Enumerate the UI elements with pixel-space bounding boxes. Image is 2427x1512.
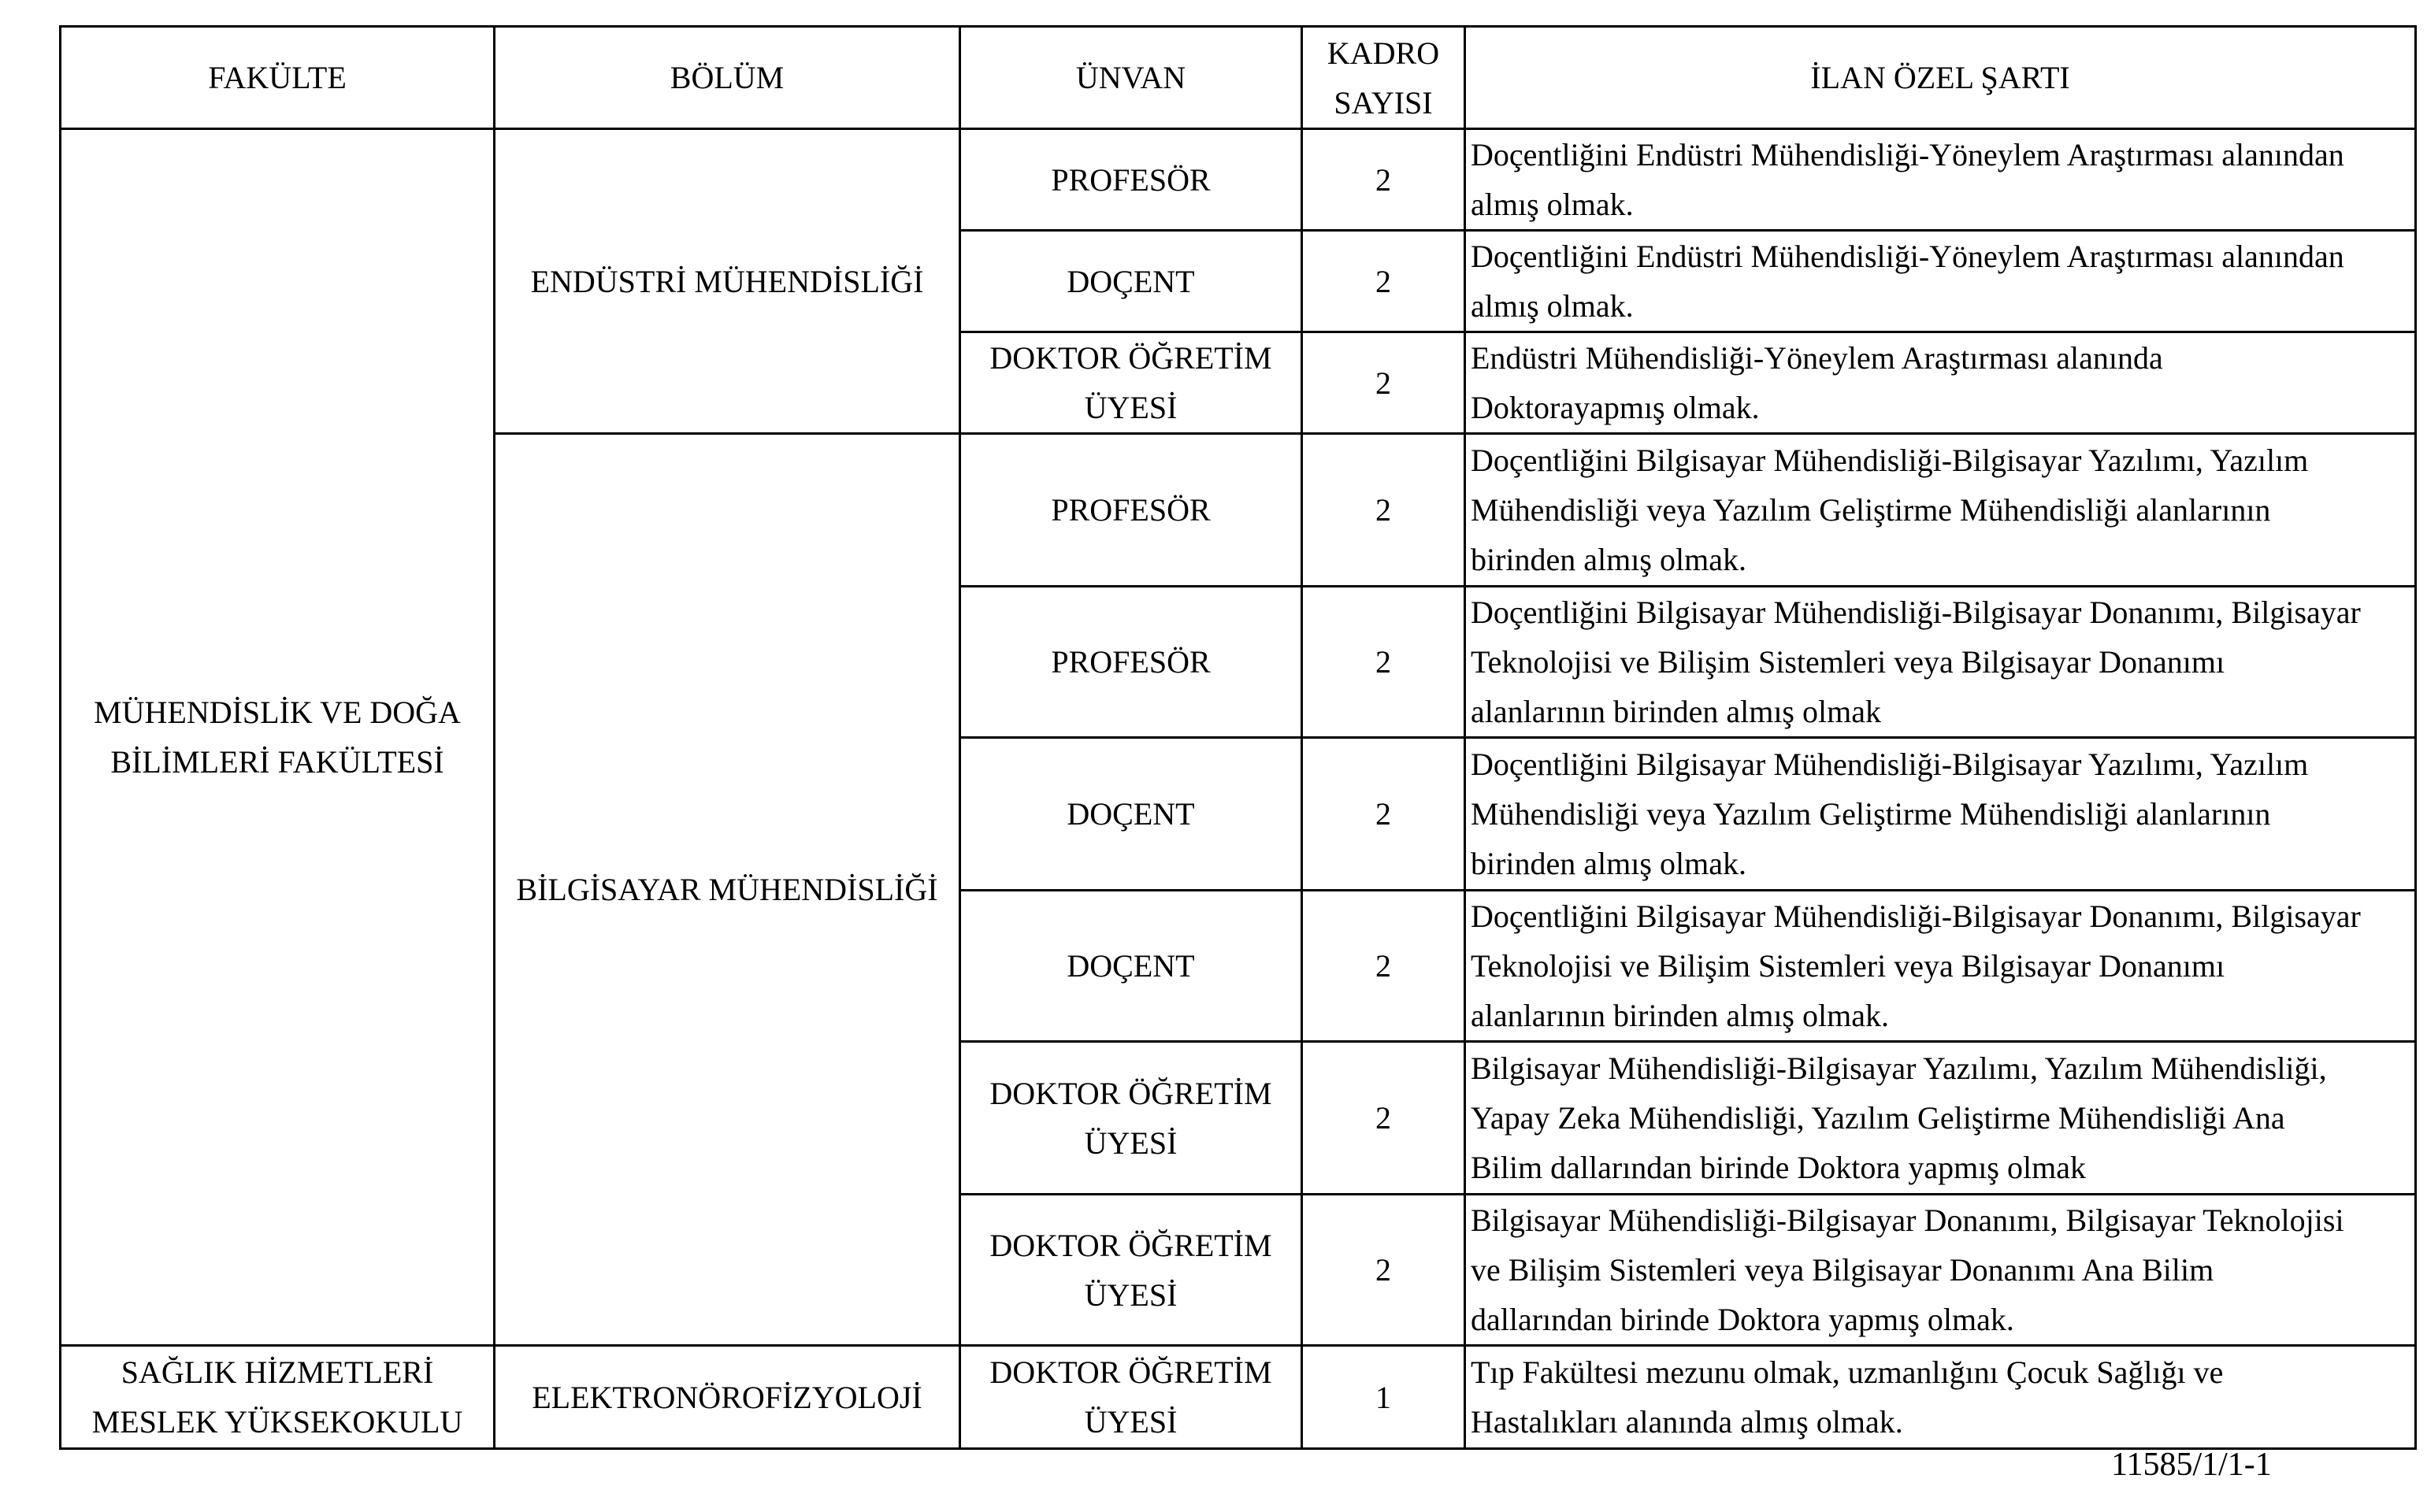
kadro-cell: 1 [1302,1346,1465,1449]
sart-cell: Endüstri Mühendisliği-Yöneylem Araştırması alanında Doktorayapmış olmak. [1465,332,2416,434]
unvan-cell: DOKTOR ÖĞRETİM ÜYESİ [960,1042,1302,1195]
header-bolum: BÖLÜM [495,27,960,129]
faculty-cell: SAĞLIK HİZMETLERİ MESLEK YÜKSEKOKULU [61,1346,495,1449]
document-reference-number: 11585/1/1-1 [2111,1447,2272,1483]
kadro-cell: 2 [1302,738,1465,891]
unvan-cell: DOÇENT [960,231,1302,332]
sart-cell: Bilgisayar Mühendisliği-Bilgisayar Yazılımı, Yazılım Mühendisliği, Yapay Zeka Mühendisliği, Yazılım Geliştirme Mühendisliği Ana Bilim dallarından birinde Doktora yapmış olmak [1465,1042,2416,1195]
kadro-cell: 2 [1302,587,1465,738]
kadro-cell: 2 [1302,1042,1465,1195]
kadro-cell: 2 [1302,129,1465,231]
sart-cell: Bilgisayar Mühendisliği-Bilgisayar Donanımı, Bilgisayar Teknolojisi ve Bilişim Sistemleri veya Bilgisayar Donanımı Ana Bilim dallarından birinde Doktora yapmış olmak. [1465,1195,2416,1346]
sart-cell: Doçentliğini Endüstri Mühendisliği-Yöneylem Araştırması alanından almış olmak. [1465,231,2416,332]
sart-cell: Doçentliğini Bilgisayar Mühendisliği-Bilgisayar Donanımı, Bilgisayar Teknolojisi ve Bilişim Sistemleri veya Bilgisayar Donanımı alanlarının birinden almış olmak [1465,587,2416,738]
table-row [61,129,2416,231]
unvan-cell: PROFESÖR [960,434,1302,587]
unvan-cell: DOKTOR ÖĞRETİM ÜYESİ [960,1346,1302,1449]
sart-cell: Doçentliğini Endüstri Mühendisliği-Yöneylem Araştırması alanından almış olmak. [1465,129,2416,231]
header-fakulte: FAKÜLTE [61,27,495,129]
header-unvan: ÜNVAN [960,27,1302,129]
header-sart: İLAN ÖZEL ŞARTI [1465,27,2416,129]
kadro-cell: 2 [1302,332,1465,434]
unvan-cell: DOÇENT [960,891,1302,1042]
kadro-cell: 2 [1302,434,1465,587]
unvan-cell: DOKTOR ÖĞRETİM ÜYESİ [960,1195,1302,1346]
sart-cell: Doçentliğini Bilgisayar Mühendisliği-Bilgisayar Yazılımı, Yazılım Mühendisliği veya Yazılım Geliştirme Mühendisliği alanlarının birinden almış olmak. [1465,738,2416,891]
kadro-cell: 2 [1302,891,1465,1042]
table-row [61,1346,2416,1449]
kadro-cell: 2 [1302,1195,1465,1346]
unvan-cell: DOKTOR ÖĞRETİM ÜYESİ [960,332,1302,434]
sart-cell: Doçentliğini Bilgisayar Mühendisliği-Bilgisayar Yazılımı, Yazılım Mühendisliği veya Yazılım Geliştirme Mühendisliği alanlarının birinden almış olmak. [1465,434,2416,587]
positions-table [59,25,2417,1450]
faculty-cell: MÜHENDİSLİK VE DOĞA BİLİMLERİ FAKÜLTESİ [61,129,495,1346]
unvan-cell: DOÇENT [960,738,1302,891]
unvan-cell: PROFESÖR [960,129,1302,231]
kadro-cell: 2 [1302,231,1465,332]
department-cell: ENDÜSTRİ MÜHENDİSLİĞİ [495,129,960,434]
department-cell: BİLGİSAYAR MÜHENDİSLİĞİ [495,434,960,1346]
header-row [61,27,2416,129]
sart-cell: Doçentliğini Bilgisayar Mühendisliği-Bilgisayar Donanımı, Bilgisayar Teknolojisi ve Bilişim Sistemleri veya Bilgisayar Donanımı alanlarının birinden almış olmak. [1465,891,2416,1042]
header-kadro: KADRO SAYISI [1302,27,1465,129]
unvan-cell: PROFESÖR [960,587,1302,738]
department-cell: ELEKTRONÖROFİZYOLOJİ [495,1346,960,1449]
sart-cell: Tıp Fakültesi mezunu olmak, uzmanlığını Çocuk Sağlığı ve Hastalıkları alanında almış olmak. [1465,1346,2416,1449]
